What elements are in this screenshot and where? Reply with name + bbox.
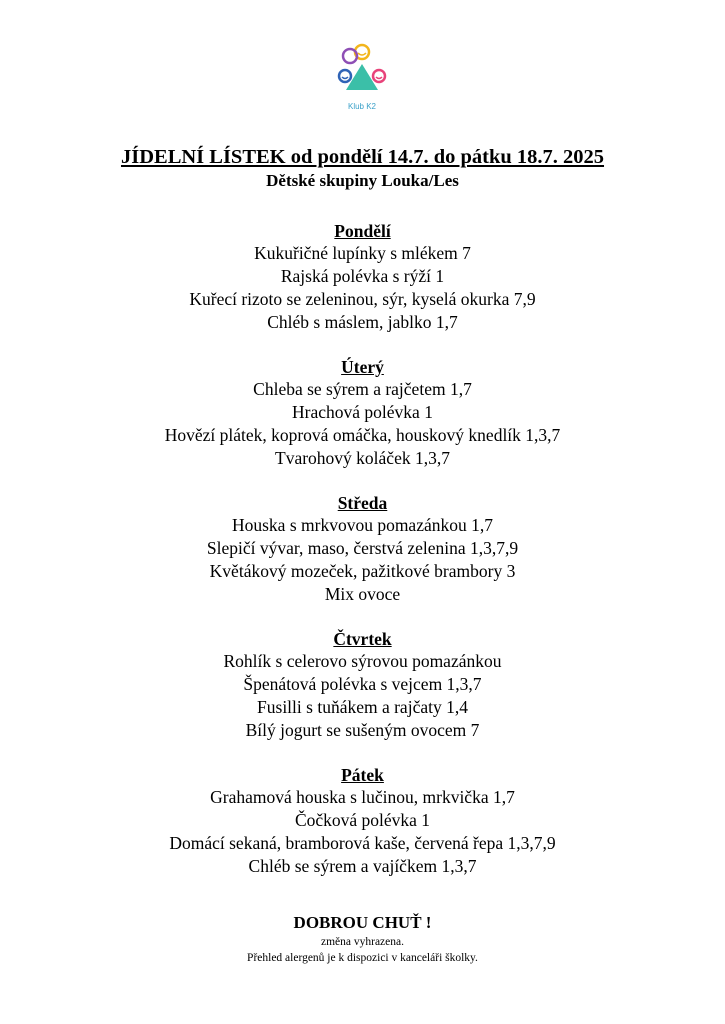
club-logo-icon (334, 40, 390, 102)
day-name: Úterý (341, 357, 384, 377)
day-name: Čtvrtek (333, 629, 392, 649)
footer-greeting: DOBROU CHUŤ ! (293, 913, 432, 932)
meal-item: Kuřecí rizoto se zeleninou, sýr, kyselá okurka 7,9 (189, 289, 536, 309)
day-name: Středa (337, 493, 388, 513)
meal-item: Houska s mrkvovou pomazánkou 1,7 (231, 515, 493, 535)
day-tuesday (0, 356, 725, 470)
meal-item: Čočková polévka 1 (294, 810, 431, 830)
page-title: JÍDELNÍ LÍSTEK od pondělí 14.7. do pátku 18.7. 2025 (120, 146, 605, 168)
logo-text: Klub K2 (347, 102, 377, 111)
allergen-note: Přehled alergenů je k dispozici v kanceláři školky. (247, 952, 478, 964)
meal-item: Bílý jogurt se sušeným ovocem 7 (245, 720, 480, 740)
weekly-menu (0, 220, 725, 900)
day-thursday (0, 628, 725, 742)
meal-item: Kukuřičné lupínky s mlékem 7 (254, 243, 471, 263)
meal-item: Chleba se sýrem a rajčetem 1,7 (253, 379, 472, 399)
meal-item: Tvarohový koláček 1,3,7 (275, 448, 450, 468)
club-logo (334, 40, 390, 122)
meal-item: Chléb s máslem, jablko 1,7 (267, 312, 458, 332)
meal-item: Květákový mozeček, pažitkové brambory 3 (209, 561, 516, 581)
meal-item: Slepičí vývar, maso, čerstvá zelenina 1,3,7,9 (206, 538, 519, 558)
page-subtitle: Dětské skupiny Louka/Les (266, 171, 459, 190)
day-monday (0, 220, 725, 334)
meal-item: Domácí sekaná, bramborová kaše, červená řepa 1,3,7,9 (169, 833, 556, 853)
day-name: Pondělí (334, 221, 391, 241)
footer (0, 912, 725, 966)
meal-item: Mix ovoce (324, 584, 401, 604)
day-friday (0, 764, 725, 878)
meal-item: Hovězí plátek, koprová omáčka, houskový knedlík 1,3,7 (164, 425, 561, 445)
meal-item: Špenátová polévka s vejcem 1,3,7 (243, 674, 482, 694)
meal-item: Grahamová houska s lučinou, mrkvička 1,7 (210, 787, 515, 807)
footer-note: změna vyhrazena. (320, 936, 404, 948)
meal-item: Rohlík s celerovo sýrovou pomazánkou (223, 651, 502, 671)
meal-item: Fusilli s tuňákem a rajčaty 1,4 (257, 697, 468, 717)
day-wednesday (0, 492, 725, 606)
meal-item: Hrachová polévka 1 (292, 402, 433, 422)
day-name: Pátek (341, 765, 384, 785)
meal-item: Chléb se sýrem a vajíčkem 1,3,7 (248, 856, 477, 876)
meal-item: Rajská polévka s rýží 1 (280, 266, 445, 286)
